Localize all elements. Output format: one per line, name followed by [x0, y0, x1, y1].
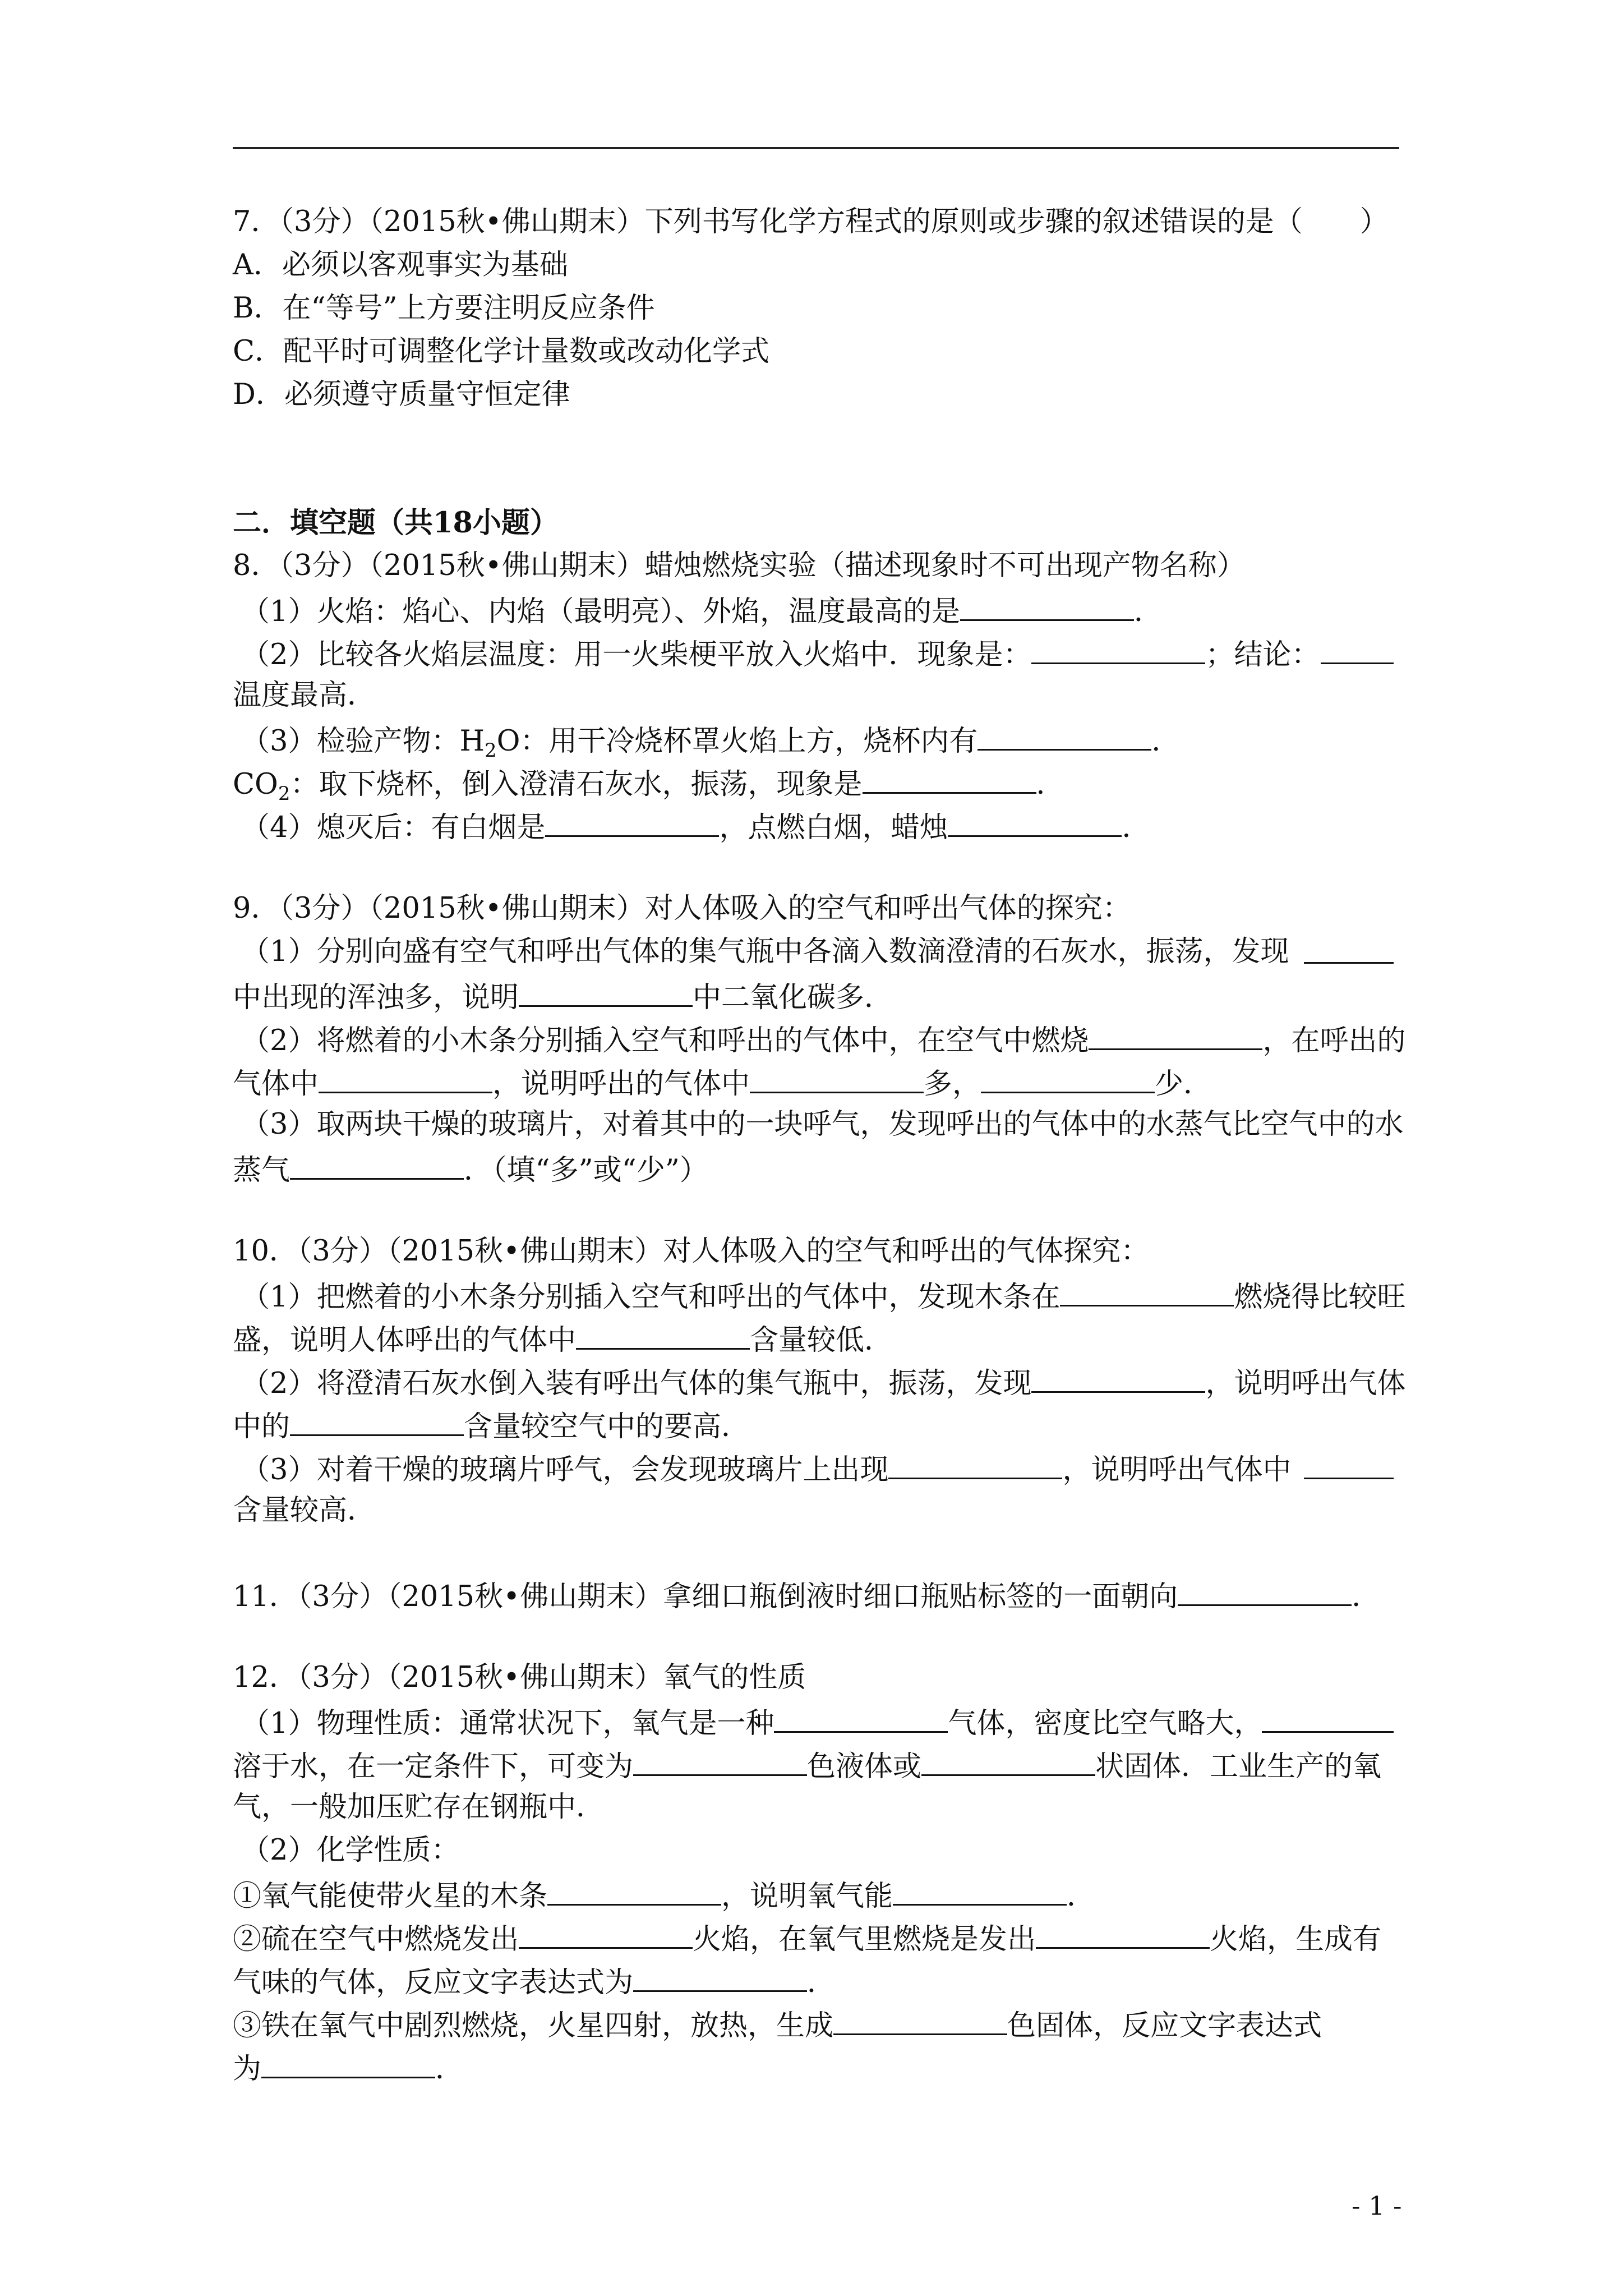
answer-blank[interactable] — [545, 805, 719, 837]
q9-part2-cont: 气体中 ，说明呼出的气体中 多， 少． — [233, 1061, 1212, 1105]
q8-part1: （1）火焰：焰心、内焰（最明亮）、外焰，温度最高的是 ． — [241, 589, 1163, 632]
answer-blank[interactable] — [1060, 1274, 1234, 1306]
answer-blank[interactable] — [519, 975, 693, 1007]
q7-stem: 7．（3分）（2015秋•佛山期末）下列书写化学方程式的原则或步骤的叙述错误的是（ ） — [233, 205, 1389, 238]
answer-blank[interactable] — [960, 589, 1134, 621]
q7-option-b: B．在“等号”上方要注明反应条件 — [233, 292, 655, 325]
answer-blank[interactable] — [893, 1874, 1067, 1906]
q8-part4: （4）熄灭后：有白烟是 ，点燃白烟，蜡烛 ． — [241, 805, 1150, 848]
section-title: 二．填空题（共18小题） — [233, 506, 559, 540]
answer-blank[interactable] — [750, 1061, 924, 1093]
header-rule — [233, 147, 1399, 149]
q8-co2-line: $CO_2$：取下烧杯，倒入澄清石灰水，振荡，现象是 ． — [233, 762, 1065, 814]
answer-blank[interactable] — [921, 1744, 1095, 1776]
answer-blank[interactable] — [261, 2046, 435, 2078]
q7-option-a: A．必须以客观事实为基础 — [233, 249, 568, 282]
answer-blank[interactable] — [1031, 1361, 1205, 1393]
q9-part3-cont: 蒸气 ．（填“多”或“少”） — [233, 1148, 708, 1191]
q12-item3-cont: 为 ． — [233, 2046, 464, 2090]
q7-option-d: D．必须遵守质量守恒定律 — [233, 378, 570, 411]
answer-blank[interactable] — [1089, 1018, 1262, 1050]
q9-part1: （1）分别向盛有空气和呼出气体的集气瓶中各滴入数滴澄清的石灰水，振荡，发现 — [241, 935, 1289, 968]
q11-stem: 11．（3分）（2015秋•佛山期末）拿细口瓶倒液时细口瓶贴标签的一面朝向 ． — [233, 1574, 1380, 1617]
q10-part3: （3）对着干燥的玻璃片呼气，会发现玻璃片上出现 ，说明呼出气体中 — [241, 1447, 1291, 1490]
q8-part2-cont: 温度最高． — [233, 679, 376, 712]
answer-blank[interactable] — [576, 1318, 750, 1350]
answer-blank[interactable] — [319, 1061, 492, 1093]
q12-item1: ①氧气能使带火星的木条 ，说明氧气能 ． — [233, 1874, 1095, 1917]
answer-blank[interactable] — [863, 762, 1036, 794]
q12-part1-cont: 溶于水，在一定条件下，可变为 色液体或 状固体．工业生产的氧 — [233, 1744, 1381, 1787]
q7-option-c: C．配平时可调整化学计量数或改动化学式 — [233, 335, 770, 368]
answer-blank[interactable] — [981, 1061, 1155, 1093]
q12-part2: （2）化学性质： — [241, 1834, 460, 1867]
answer-blank[interactable] — [290, 1404, 464, 1436]
q8-part2: （2）比较各火焰层温度：用一火柴梗平放入火焰中．现象是： ；结论： — [241, 632, 1320, 675]
q10-stem: 10．（3分）（2015秋•佛山期末）对人体吸入的空气和呼出的气体探究： — [233, 1235, 1150, 1268]
answer-blank[interactable] — [948, 805, 1122, 837]
answer-blank[interactable] — [888, 1447, 1062, 1479]
answer-blank[interactable] — [1031, 632, 1205, 664]
q9-part1-cont: 中出现的浑浊多，说明 中二氧化碳多． — [233, 975, 893, 1018]
answer-blank[interactable] — [978, 719, 1151, 751]
q12-stem: 12．（3分）（2015秋•佛山期末）氧气的性质 — [233, 1661, 806, 1694]
answer-blank[interactable] — [833, 2003, 1007, 2035]
q10-part3-cont: 含量较高． — [233, 1494, 376, 1527]
answer-blank[interactable] — [547, 1874, 721, 1906]
answer-blank[interactable] — [1036, 1917, 1210, 1949]
answer-blank[interactable] — [774, 1701, 948, 1733]
q10-part2-cont: 中的 含量较空气中的要高． — [233, 1404, 750, 1447]
page-number: - 1 - — [1352, 2191, 1402, 2221]
q12-part1: （1）物理性质：通常状况下，氧气是一种 气体，密度比空气略大， — [241, 1701, 1262, 1744]
q12-item3: ③铁在氧气中剧烈燃烧，火星四射，放热，生成 色固体，反应文字表达式 — [233, 2003, 1322, 2046]
q12-item2-cont: 气味的气体，反应文字表达式为 ． — [233, 1960, 836, 2003]
q9-stem: 9．（3分）（2015秋•佛山期末）对人体吸入的空气和呼出气体的探究： — [233, 892, 1131, 925]
answer-blank[interactable] — [633, 1744, 807, 1776]
q10-part2: （2）将澄清石灰水倒入装有呼出气体的集气瓶中，振荡，发现 ，说明呼出气体 — [241, 1361, 1405, 1404]
answer-blank[interactable] — [1178, 1574, 1352, 1606]
q10-part1: （1）把燃着的小木条分别插入空气和呼出的气体中，发现木条在 燃烧得比较旺 — [241, 1274, 1405, 1318]
q9-part3: （3）取两块干燥的玻璃片，对着其中的一块呼气，发现呼出的气体中的水蒸气比空气中的水 — [241, 1108, 1404, 1141]
q8-part3: （3）检验产物：$H_2O$：用干冷烧杯罩火焰上方，烧杯内有 ． — [241, 719, 1180, 771]
q10-part1-cont: 盛，说明人体呼出的气体中 含量较低． — [233, 1318, 893, 1361]
q8-stem: 8．（3分）（2015秋•佛山期末）蜡烛燃烧实验（描述现象时不可出现产物名称） — [233, 549, 1246, 582]
answer-blank[interactable] — [1304, 1447, 1394, 1490]
q12-part1-cont2: 气，一般加压贮存在钢瓶中． — [233, 1791, 605, 1824]
answer-blank[interactable] — [290, 1148, 464, 1180]
q9-part2: （2）将燃着的小木条分别插入空气和呼出的气体中，在空气中燃烧 ，在呼出的 — [241, 1018, 1405, 1061]
q12-item2: ②硫在空气中燃烧发出 火焰，在氧气里燃烧是发出 火焰，生成有 — [233, 1917, 1381, 1960]
answer-blank[interactable] — [1262, 1701, 1394, 1744]
answer-blank[interactable] — [633, 1960, 807, 1992]
answer-blank[interactable] — [1304, 932, 1394, 975]
answer-blank[interactable] — [519, 1917, 693, 1949]
answer-blank[interactable] — [1321, 632, 1394, 675]
